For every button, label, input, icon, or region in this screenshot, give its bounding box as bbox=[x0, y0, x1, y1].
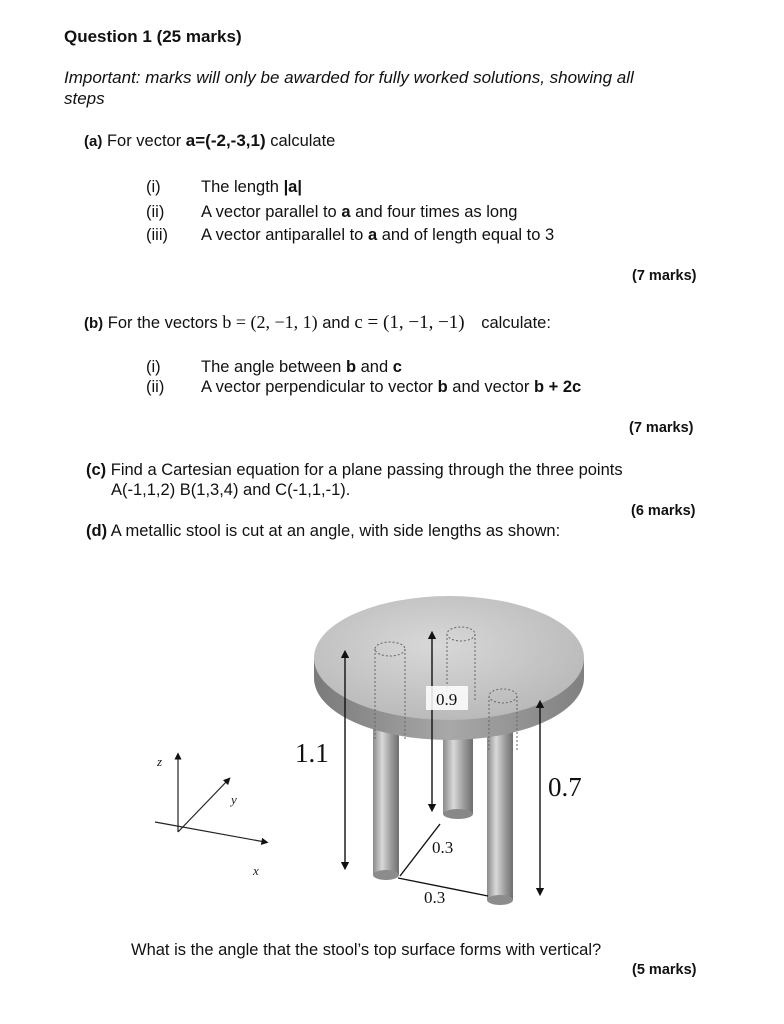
part-c-label: (c) bbox=[86, 461, 107, 479]
part-b-marks: (7 marks) bbox=[629, 420, 694, 436]
axis-y-line bbox=[178, 780, 228, 832]
part-b-and: and bbox=[317, 314, 355, 332]
part-a-item-3-num: (iii) bbox=[146, 226, 168, 244]
part-a-marks: (7 marks) bbox=[632, 268, 697, 284]
part-c-line-1-text: Find a Cartesian equation for a plane passing through the three points bbox=[110, 461, 623, 479]
part-c-line-1 bbox=[86, 461, 623, 480]
part-b-item-2-bold1: b bbox=[437, 378, 448, 396]
label-length-middle: 0.9 bbox=[436, 690, 458, 709]
part-a-item-3-bold: a bbox=[367, 226, 378, 244]
part-a-item-2 bbox=[201, 203, 517, 222]
label-base-bottom: 0.3 bbox=[424, 888, 446, 907]
part-b-text-before: For the vectors bbox=[107, 314, 223, 332]
part-a-item-2-bold: a bbox=[341, 203, 351, 221]
part-b-item-1-mid: and bbox=[356, 358, 393, 376]
part-d-question: What is the angle that the stool’s top surface forms with vertical? bbox=[131, 941, 602, 959]
part-b-text-after: calculate: bbox=[481, 314, 551, 332]
part-c-marks: (6 marks) bbox=[631, 503, 696, 519]
part-d-label: (d) bbox=[86, 522, 108, 540]
part-a-item-1-bold: |a| bbox=[283, 178, 302, 196]
stool-figure bbox=[0, 570, 784, 920]
part-b-item-1-num: (i) bbox=[146, 358, 161, 376]
part-b-vec-b bbox=[222, 312, 317, 332]
part-a-text-before: For vector bbox=[106, 132, 186, 150]
part-a-stem bbox=[84, 131, 335, 151]
part-b-item-1 bbox=[201, 358, 402, 377]
axis-x-line bbox=[155, 822, 265, 842]
part-b-item-2-num: (ii) bbox=[146, 378, 165, 396]
part-a-item-3 bbox=[201, 226, 554, 245]
part-a-vector-text: a=(-2,-3,1) bbox=[185, 131, 266, 150]
part-b-vec-c-text: c = (1, −1, −1) bbox=[354, 312, 465, 333]
part-b-item-2 bbox=[201, 378, 581, 397]
important-note: Important: marks will only be awarded for fully worked solutions, showing all steps bbox=[64, 68, 634, 108]
label-length-left: 1.1 bbox=[295, 738, 329, 768]
part-b-item-2-bold2: b + 2c bbox=[533, 378, 582, 396]
part-b-vec-b-text: b = (2, −1, 1) bbox=[222, 312, 318, 332]
part-b-item-1-bold1: b bbox=[345, 358, 357, 376]
part-a-item-3-text-after: and of length equal to 3 bbox=[377, 226, 555, 244]
part-c-line-2: A(-1,1,2) B(1,3,4) and C(-1,1,-1). bbox=[111, 481, 351, 499]
part-d-marks: (5 marks) bbox=[632, 962, 697, 978]
part-a-item-2-text: A vector parallel to bbox=[201, 203, 342, 221]
part-b-item-2-mid: and vector bbox=[447, 378, 534, 396]
stool-leg-right-foot bbox=[487, 895, 513, 905]
part-d-text: A metallic stool is cut at an angle, with side lengths as shown: bbox=[110, 522, 561, 540]
part-a-item-1-num: (i) bbox=[146, 178, 161, 196]
stool-leg-middle-foot bbox=[443, 809, 473, 819]
part-a-label: (a) bbox=[84, 133, 103, 150]
part-b-item-2-text: A vector perpendicular to vector bbox=[201, 378, 438, 396]
stool-leg-left-foot bbox=[373, 870, 399, 880]
part-b-item-1-bold2: c bbox=[392, 358, 402, 376]
label-base-diagonal: 0.3 bbox=[432, 838, 454, 857]
part-a-item-3-text: A vector antiparallel to bbox=[201, 226, 368, 244]
part-a-item-1-text: The length bbox=[201, 178, 284, 196]
part-b-vec-c bbox=[354, 312, 464, 333]
part-b-stem bbox=[84, 312, 551, 334]
part-a-vector bbox=[186, 131, 266, 150]
coordinate-axes bbox=[155, 756, 265, 842]
part-a-item-2-text-after: and four times as long bbox=[350, 203, 518, 221]
question-title: Question 1 (25 marks) bbox=[64, 27, 242, 46]
axis-x-label: x bbox=[253, 863, 259, 878]
label-length-right: 0.7 bbox=[548, 772, 582, 802]
part-b-item-1-text: The angle between bbox=[201, 358, 346, 376]
part-a-text-after: calculate bbox=[265, 132, 336, 150]
part-a-item-2-num: (ii) bbox=[146, 203, 165, 221]
part-b-label: (b) bbox=[84, 315, 104, 332]
axis-y-label: y bbox=[231, 792, 237, 807]
axis-z-label: z bbox=[157, 754, 163, 769]
part-d-stem bbox=[86, 522, 560, 541]
part-a-item-1 bbox=[201, 178, 302, 197]
